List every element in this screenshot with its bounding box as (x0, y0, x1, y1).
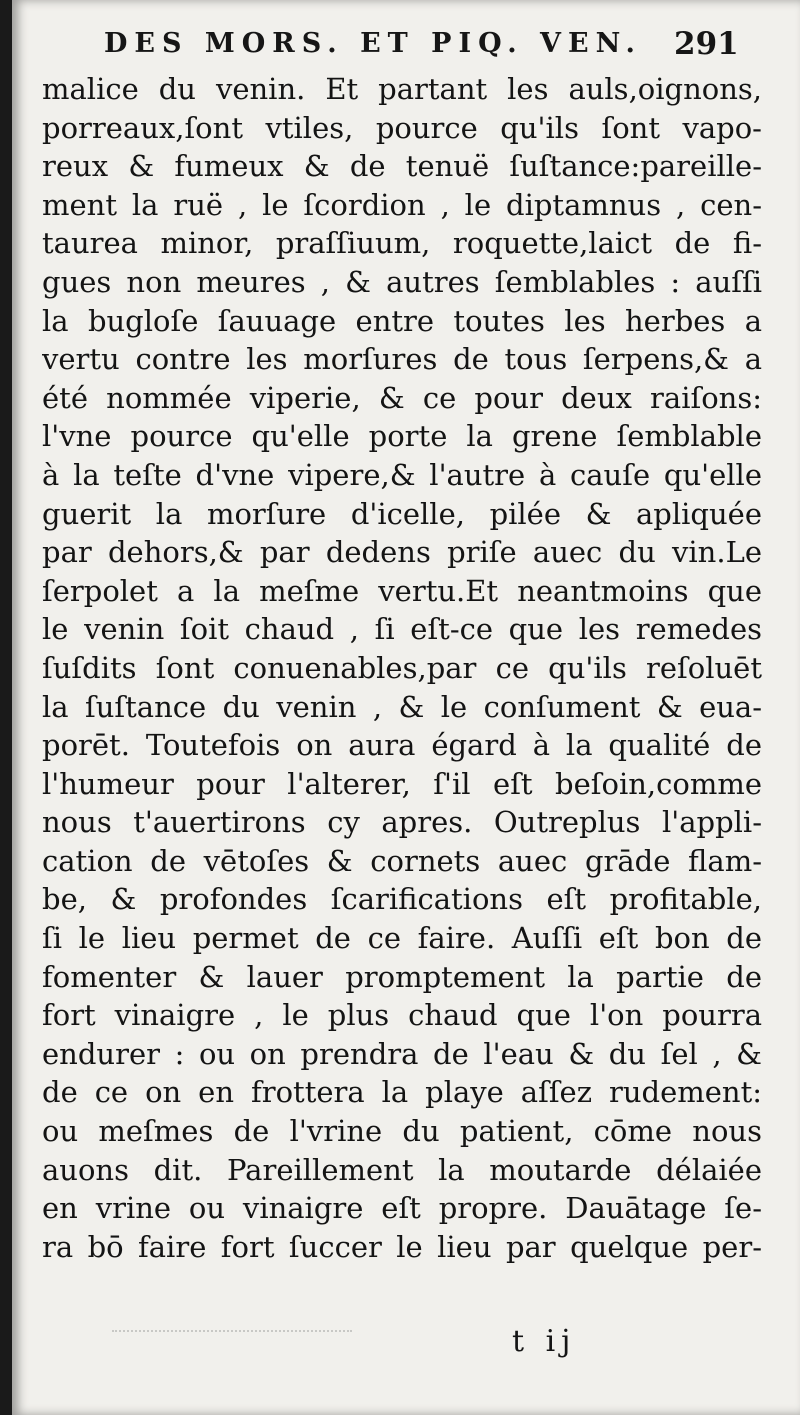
text-line: à la teſte d'vne vipere,& l'autre à cauſe qu'elle (42, 457, 762, 492)
text-line: reux & fumeux & de tenuë ſuſtance:pareille- (42, 149, 762, 184)
text-line: l'vne pource qu'elle porte la grene ſemblable (42, 419, 762, 454)
text-line: guerit la morſure d'icelle, pilée & apliquée (42, 496, 762, 531)
text-line: taurea minor, praſſiuum, roquette,laict de fi- (42, 226, 762, 261)
text-line: ſi le lieu permet de ce faire. Auſſi eſt bon de (42, 921, 762, 956)
text-line: de ce on en frottera la playe aſſez rudement: (42, 1075, 762, 1110)
running-head: DES MORS. ET PIQ. VEN. (104, 28, 642, 59)
text-line: la ſuſtance du venin , & le conſument & eua- (42, 689, 762, 724)
text-line: ou meſmes de l'vrine du patient, cōme nous (42, 1114, 762, 1149)
body-text (42, 70, 762, 1266)
text-line: ſuſdits ſont conuenables,par ce qu'ils reſoluēt (42, 650, 762, 685)
text-line: par dehors,& par dedens priſe auec du vin.Le (42, 535, 762, 570)
page-number: 291 (674, 26, 739, 62)
text-line: endurer : ou on prendra de l'eau & du ſel , & (42, 1036, 762, 1071)
text-line: cation de vētoſes & cornets auec grāde flam- (42, 843, 762, 878)
text-line: fort vinaigre , le plus chaud que l'on pourra (42, 998, 762, 1033)
show-through-text (112, 1330, 352, 1362)
book-page (12, 0, 800, 1415)
text-line: gues non meures , & autres ſemblables : auſſi (42, 264, 762, 299)
text-line: ra bō faire fort ſuccer le lieu par quelque per- (42, 1229, 762, 1264)
page-header (12, 22, 800, 70)
text-line: porreaux,ſont vtiles, pource qu'ils ſont vapo- (42, 110, 762, 145)
text-line: été nommée viperie, & ce pour deux raiſons: (42, 380, 762, 415)
text-line: malice du venin. Et partant les auls,oignons, (42, 72, 762, 106)
text-line: nous t'auertirons cy apres. Outreplus l'appli- (42, 805, 762, 840)
text-line: en vrine ou vinaigre eſt propre. Dauātage ſe- (42, 1191, 762, 1226)
signature-mark: t ij (512, 1324, 577, 1359)
text-line: auons dit. Pareillement la moutarde délaiée (42, 1152, 762, 1187)
text-line: ment la ruë , le ſcordion , le diptamnus , cen- (42, 187, 762, 222)
text-line: l'humeur pour l'alterer, ſ'il eſt beſoin,comme (42, 766, 762, 801)
text-line: porēt. Toutefois on aura égard à la qualité de (42, 728, 762, 763)
text-line: la bugloſe ſauuage entre toutes les herbes a (42, 303, 762, 338)
text-line: be, & profondes ſcarifications eſt profitable, (42, 882, 762, 917)
text-line: le venin ſoit chaud , ſi eſt-ce que les remedes (42, 612, 762, 647)
text-line: ſerpolet a la meſme vertu.Et neantmoins que (42, 573, 762, 608)
text-line: vertu contre les morſures de tous ſerpens,& a (42, 342, 762, 377)
text-line: fomenter & lauer promptement la partie de (42, 959, 762, 994)
